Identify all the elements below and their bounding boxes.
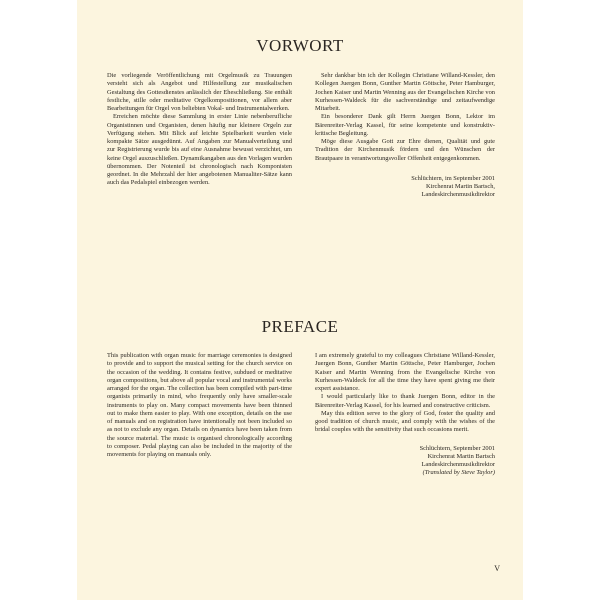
preface-heading: PREFACE [261,317,339,336]
signature-name: Kirchenrat Martin Bartsch, [425,183,495,190]
signature-title: Landeskirchenmusikdirektor [421,461,495,468]
page-number: V [494,564,500,573]
paragraph: Erreichen möchte diese Sammlung in erster Linie nebenberufliche Organistinnen und Organisten, denen häufig nur kleinere Orgeln zur Verfügung stehen. Mit Blick auf leichte Spielbarkeit wurden viele kompakte Sätze ausgedünnt. Auf Angaben zur Manualverteilung und zur Registrierung wurde bis auf eine Ausnahme bewusst verzichtet, um keine Orgel auszuschließen. Dynamikangaben aus den Vorlagen wurden übernommen. Der Notenteil ist chronologisch nach Komponisten geordnet. In die Mehrzahl der hier angebotenen Manualiter-Sätze kann auch das Pedalspiel einbezogen werden. [107,113,292,187]
vorwort-heading: VORWORT [256,36,344,55]
paragraph: Sehr dankbar bin ich der Kollegin Christiane Willand-Kessler, den Kollegen Juergen Bonn, Gunther Martin Göttsche, Peter Hamburger, Jochen Kaiser und Martin Wenning aus der Evangelischen Kirche von Kurhessen-Waldeck für die sachverständige und zeitaufwendige Mitarbeit. [315,72,495,112]
paragraph: Die vorliegende Veröffentlichung mit Orgelmusik zu Trauungen versteht sich als Angebot und Hilfestellung zur musikalischen Gestaltung des Gottesdienstes anlässlich der Eheschließung. Sie enthält festliche, stille oder meditative Orgelkompositionen, vor allem aber Bearbeitungen für Orgel von beliebten Vokal- und Instrumentalwerken. [107,72,292,112]
preface-right-column [315,352,495,478]
signature-place-date: Schlüchtern, September 2001 [419,444,495,452]
translator-credit: (Translated by Steve Taylor) [422,469,495,477]
vorwort-left-column [107,72,292,188]
vorwort-right-column [315,72,495,200]
paragraph: Ein besonderer Dank gilt Herrn Juergen Bonn, Lektor im Bärenreiter-Verlag Kassel, für seine kompetente und konstruktiv-kritische Begleitung. [315,113,495,137]
paragraph: Möge diese Ausgabe Gott zur Ehre dienen, Qualität und gute Tradition der Kirchenmusik fördern und den Wünschen der Brautpaare in verantwortungsvoller Offenheit entgegenkommen. [315,138,495,162]
paragraph: I would particularly like to thank Juergen Bonn, editor in the Bärenreiter-Verlag Kassel, for his learned and constructive criticism. [315,393,495,409]
signature-title: Landeskirchenmusikdirektor [421,191,495,199]
signature-place-date: Schlüchtern, im September 2001 [411,174,495,182]
preface-left-column [107,352,292,459]
signature-name: Kirchenrat Martin Bartsch [427,452,495,460]
paragraph: This publication with organ music for marriage ceremonies is designed to provide and to support the musical setting for the church service on the occasion of the wedding. It contains festive, subdued or meditative organ compositions, but above all popular vocal and instrumental works arranged for the organ. The collection has been compiled with part-time organists primarily in mind, who frequently only have smaller-scale instruments to play on. Many compact movements have been thinned out to make them easier to play. With one exception, details on the use of manuals and on registration have intentionally not been included so as not to exclude any organ. Details on dynamics have been taken from the source material. The music is organised chronologically according to composer. Pedal playing can also be included in the majority of the movements for playing on manuals only. [107,352,292,458]
paragraph: May this edition serve to the glory of God, foster the quality and good tradition of church music, and comply with the wishes of the bridal couples with the sensitivity that such occasions merit. [315,409,495,434]
book-page [77,0,523,600]
paragraph: I am extremely grateful to my colleagues Christiane Willand-Kessler, Juergen Bonn, Gunther Martin Göttsche, Peter Hamburger, Jochen Kaiser and Martin Wenning from the Evangelische Kirche von Kurhessen-Waldeck for all the time they have spent giving me their expert assistance. [315,352,495,392]
